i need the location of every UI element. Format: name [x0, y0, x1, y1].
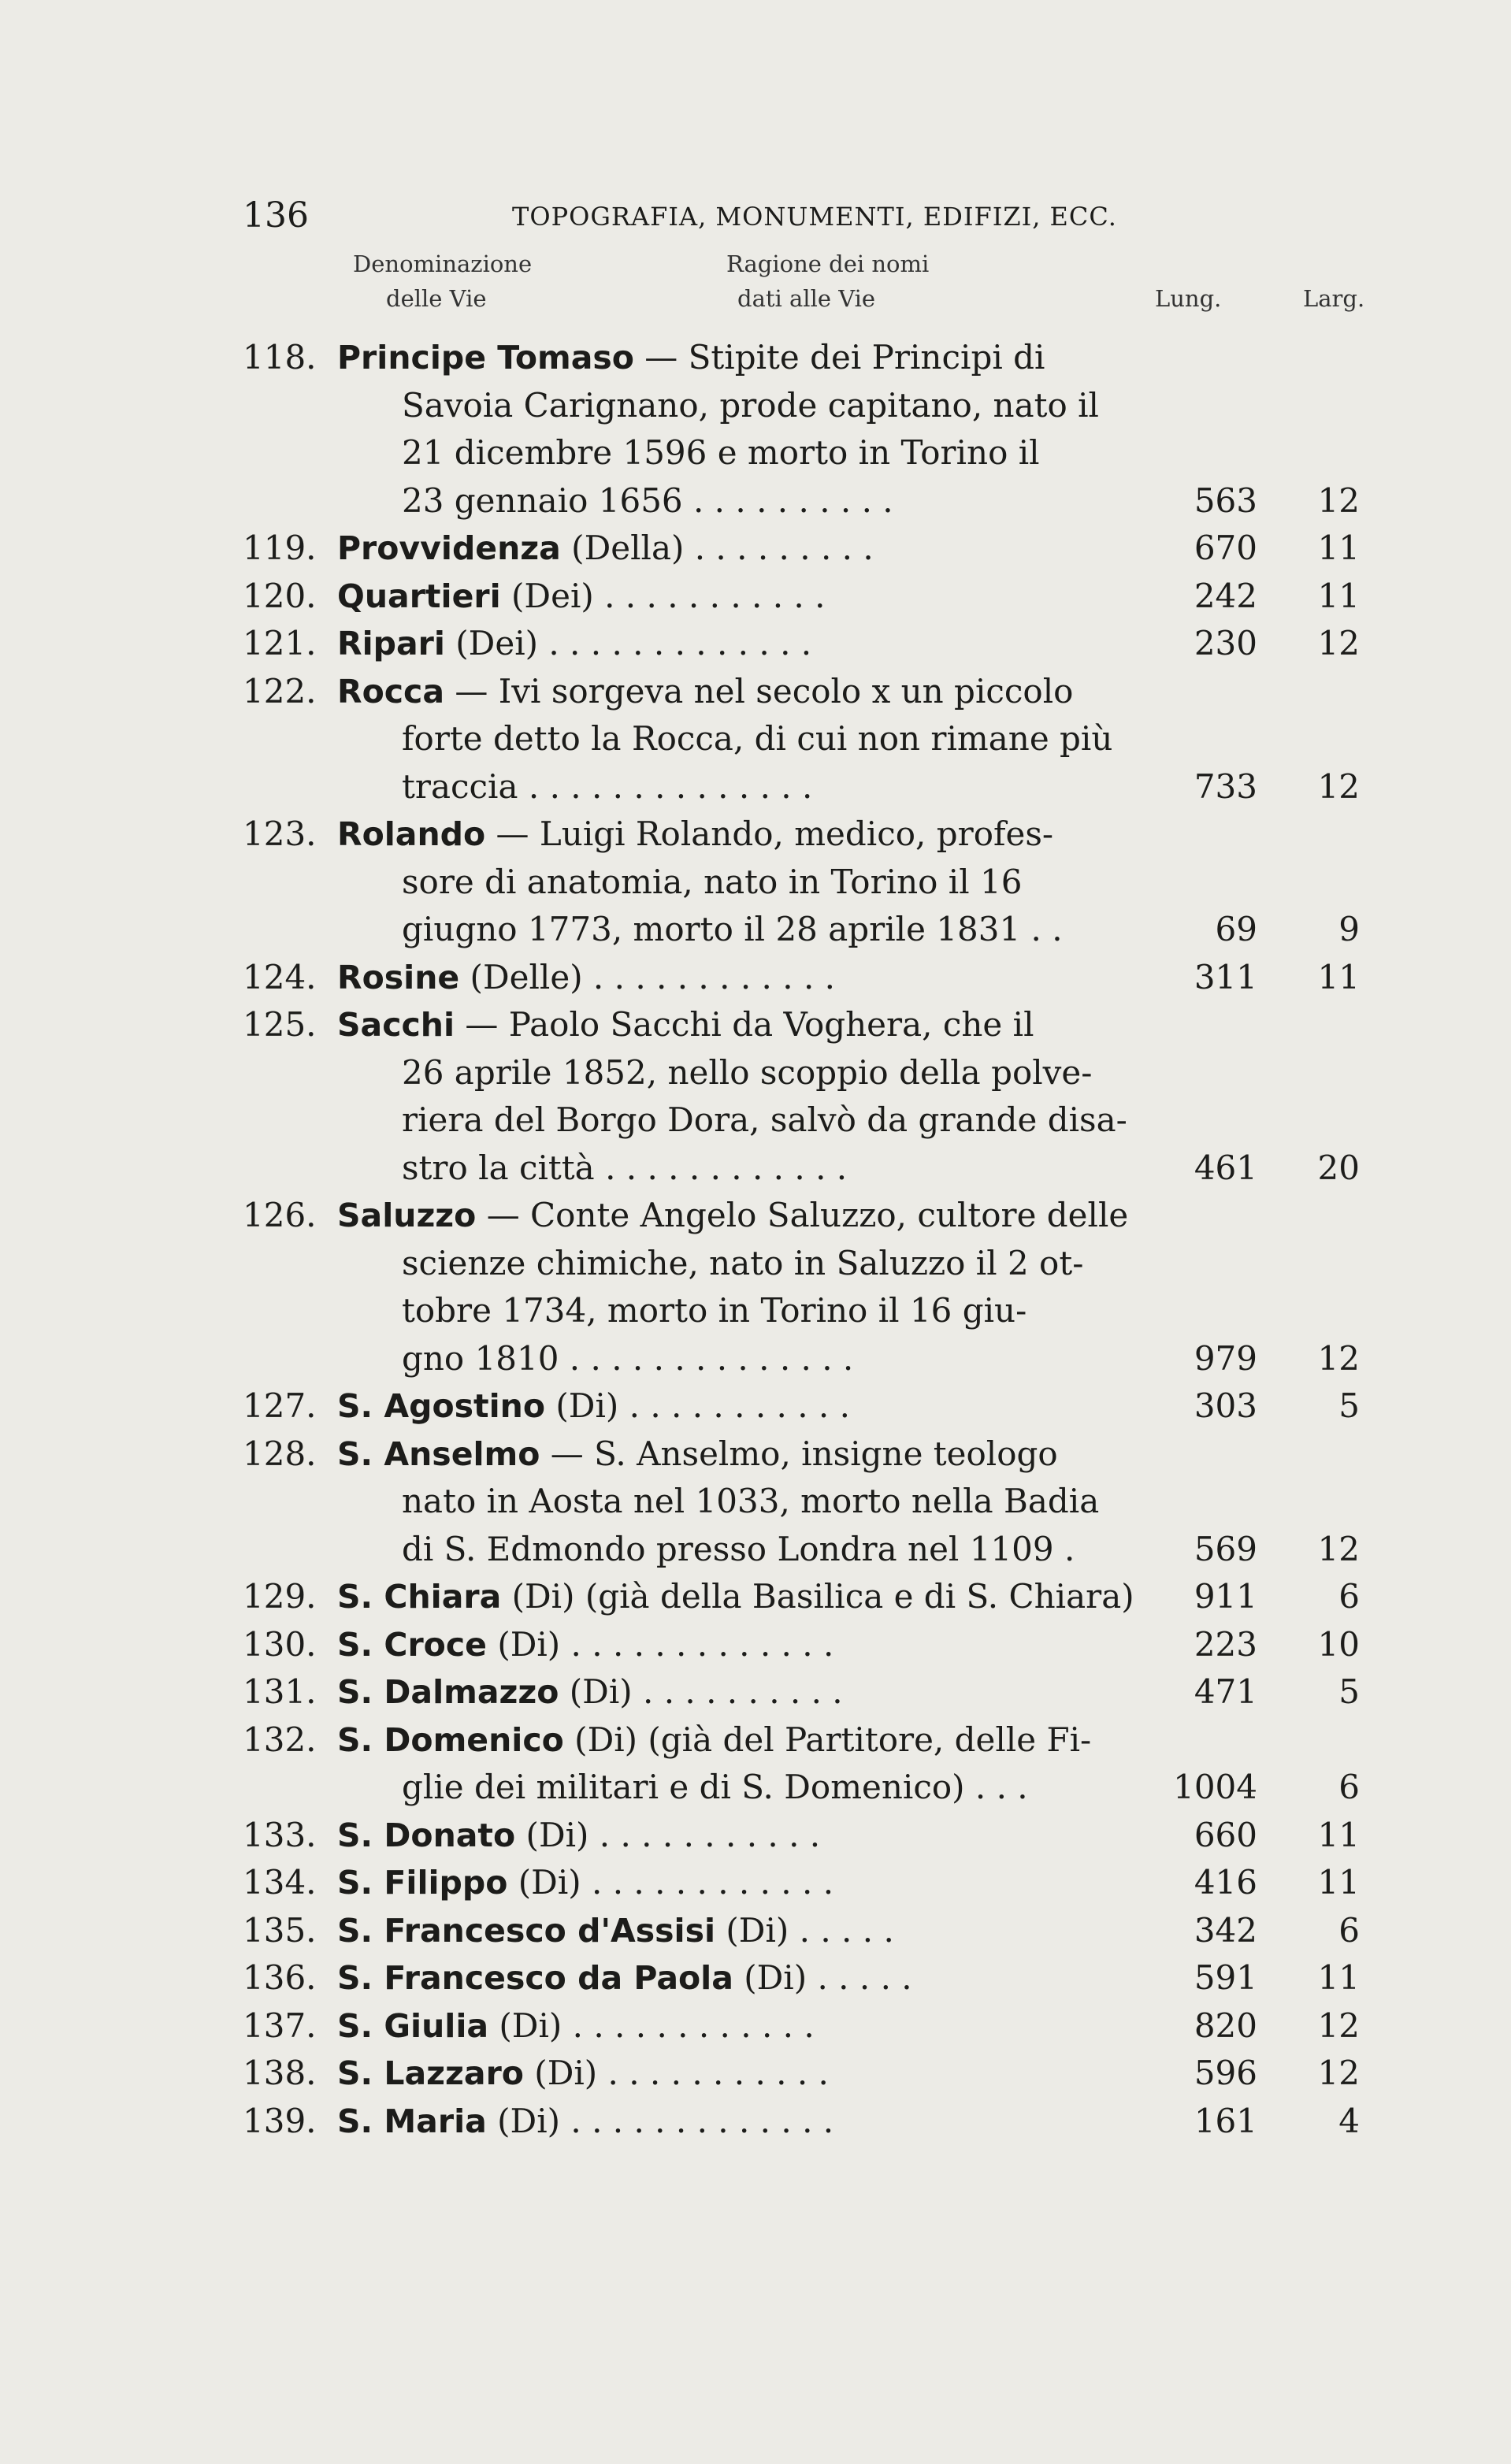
entry-text: gno 1810 . . . . . . . . . . . . . . — [402, 1338, 854, 1378]
entry-number: 131. — [243, 1672, 317, 1711]
entry-number: 124. — [243, 957, 317, 996]
street-description: (Di) . . . . . . . . . . . . . — [486, 2101, 834, 2140]
street-description: (Delle) . . . . . . . . . . . . — [459, 957, 835, 996]
entry-text: tobre 1734, morto in Torino il 16 giu- — [402, 1291, 1027, 1330]
street-description: (Di) (già del Partitore, delle Fi- — [563, 1720, 1092, 1759]
street-name: S. Agostino — [337, 1387, 546, 1425]
street-name: S. Anselmo — [337, 1434, 540, 1473]
entry-number: 138. — [243, 2054, 317, 2092]
length-value: 242 — [1194, 576, 1257, 615]
entry-number: 128. — [243, 1434, 317, 1473]
entry-text — [337, 1907, 894, 1954]
list-item — [0, 1240, 1511, 1288]
entry-text: glie dei militari e di S. Domenico) . . . — [402, 1768, 1028, 1806]
street-name: Sacchi — [337, 1006, 455, 1044]
width-value: 6 — [1338, 1577, 1360, 1616]
list-item — [0, 477, 1511, 525]
list-item — [0, 1097, 1511, 1145]
list-item — [0, 1573, 1511, 1621]
width-value: 20 — [1317, 1148, 1360, 1187]
street-name: Saluzzo — [337, 1197, 477, 1234]
list-item — [0, 382, 1511, 430]
header-delle-vie: delle Vie — [386, 285, 487, 312]
street-name: Quartieri — [337, 577, 501, 615]
street-name: Rocca — [337, 672, 445, 711]
list-item — [0, 715, 1511, 763]
length-value: 311 — [1194, 957, 1257, 996]
header-ragione: Ragione dei nomi — [726, 250, 930, 277]
list-item — [0, 1287, 1511, 1335]
length-value: 563 — [1194, 481, 1257, 520]
street-name: Provvidenza — [337, 529, 561, 567]
length-value: 820 — [1194, 2006, 1257, 2045]
width-value: 4 — [1338, 2101, 1360, 2140]
entry-text — [337, 811, 1053, 858]
entry-text: scienze chimiche, nato in Saluzzo il 2 ot- — [402, 1243, 1084, 1282]
street-description: (Di) . . . . . . . . . . . . — [488, 2006, 815, 2045]
entry-text — [337, 1621, 833, 1668]
list-item — [0, 1382, 1511, 1431]
length-value: 342 — [1194, 1910, 1257, 1950]
length-value: 979 — [1194, 1338, 1257, 1378]
street-name: S. Donato — [337, 1816, 516, 1854]
entry-text — [337, 954, 835, 1001]
length-value: 230 — [1194, 624, 1257, 662]
entry-number: 137. — [243, 2006, 317, 2045]
list-item — [0, 620, 1511, 668]
list-item — [0, 1954, 1511, 2002]
list-item — [0, 1812, 1511, 1860]
entry-number: 136. — [243, 1958, 317, 1997]
street-description: (Di) . . . . . . . . . . . — [515, 1815, 821, 1854]
street-description: (Di) . . . . . — [715, 1910, 894, 1950]
length-value: 733 — [1194, 766, 1257, 806]
width-value: 9 — [1338, 910, 1360, 948]
width-value: 12 — [1317, 1338, 1360, 1378]
list-item — [0, 906, 1511, 954]
header-dati-alle-vie: dati alle Vie — [737, 285, 876, 312]
entry-number: 130. — [243, 1624, 317, 1664]
list-item — [0, 2098, 1511, 2146]
entry-text: giugno 1773, morto il 28 aprile 1831 . . — [402, 910, 1063, 948]
entry-text — [337, 1954, 912, 2002]
entry-text — [337, 1812, 820, 1859]
width-value: 5 — [1338, 1386, 1360, 1425]
street-description: (Di) . . . . . — [733, 1958, 912, 1997]
street-description: (Di) . . . . . . . . . . — [559, 1672, 843, 1711]
entry-number: 120. — [243, 576, 317, 615]
list-item — [0, 1049, 1511, 1097]
street-description: (Della) . . . . . . . . . — [560, 529, 874, 567]
entry-text — [337, 525, 874, 572]
street-description: — Stipite dei Principi di — [633, 338, 1045, 377]
street-name: S. Francesco da Paola — [337, 1959, 733, 1997]
street-name: Ripari — [337, 625, 445, 662]
column-headers — [0, 250, 1511, 321]
width-value: 5 — [1338, 1672, 1360, 1711]
street-name: S. Filippo — [337, 1864, 508, 1902]
length-value: 911 — [1194, 1577, 1257, 1616]
width-value: 12 — [1317, 2006, 1360, 2045]
list-item — [0, 573, 1511, 621]
length-value: 660 — [1194, 1815, 1257, 1854]
length-value: 161 — [1194, 2101, 1257, 2140]
entry-text — [337, 2050, 829, 2097]
list-item — [0, 859, 1511, 907]
entry-number: 134. — [243, 1863, 317, 1902]
width-value: 10 — [1317, 1624, 1360, 1664]
length-value: 223 — [1194, 1624, 1257, 1664]
entry-number: 132. — [243, 1720, 317, 1759]
running-title: TOPOGRAFIA, MONUMENTI, EDIFIZI, ECC. — [512, 202, 1117, 232]
street-description: (Di) . . . . . . . . . . . . — [507, 1863, 834, 1902]
list-item — [0, 1668, 1511, 1716]
list-item — [0, 1001, 1511, 1049]
width-value: 12 — [1317, 2054, 1360, 2092]
entry-text: stro la città . . . . . . . . . . . . — [402, 1148, 848, 1187]
street-name: S. Croce — [337, 1625, 487, 1664]
width-value: 6 — [1338, 1910, 1360, 1950]
header-larg: Larg. — [1303, 285, 1365, 312]
length-value: 569 — [1194, 1529, 1257, 1568]
entry-text — [337, 620, 811, 667]
street-name: S. Francesco d'Assisi — [337, 1911, 716, 1950]
street-name: Rosine — [337, 958, 460, 996]
list-item — [0, 668, 1511, 716]
street-name: S. Lazzaro — [337, 2054, 524, 2092]
entry-text: 26 aprile 1852, nello scoppio della polve- — [402, 1052, 1093, 1092]
list-item — [0, 2002, 1511, 2050]
width-value: 12 — [1317, 766, 1360, 806]
street-name: S. Chiara — [337, 1578, 502, 1616]
street-description: (Dei) . . . . . . . . . . . . . — [444, 624, 812, 662]
width-value: 12 — [1317, 481, 1360, 520]
street-description: (Dei) . . . . . . . . . . . — [500, 576, 826, 615]
street-description: — S. Anselmo, insigne teologo — [540, 1434, 1058, 1473]
street-description: — Conte Angelo Saluzzo, cultore delle — [476, 1196, 1129, 1234]
entry-number: 123. — [243, 815, 317, 853]
street-list — [0, 334, 1511, 2145]
entry-text — [337, 1192, 1128, 1239]
entry-text: forte detto la Rocca, di cui non rimane più — [402, 719, 1113, 758]
entry-number: 118. — [243, 338, 317, 377]
width-value: 11 — [1317, 1958, 1360, 1997]
length-value: 670 — [1194, 529, 1257, 567]
list-item — [0, 763, 1511, 811]
header-denominazione: Denominazione — [353, 250, 533, 277]
list-item — [0, 1859, 1511, 1907]
list-item — [0, 1716, 1511, 1765]
entry-text — [337, 2002, 815, 2050]
list-item — [0, 525, 1511, 573]
entry-text: di S. Edmondo presso Londra nel 1109 . — [402, 1529, 1075, 1568]
list-item — [0, 1145, 1511, 1193]
entry-number: 125. — [243, 1005, 317, 1044]
width-value: 12 — [1317, 1529, 1360, 1568]
street-description: (Di) . . . . . . . . . . . — [545, 1386, 850, 1425]
length-value: 461 — [1194, 1148, 1257, 1187]
entry-text — [337, 1668, 843, 1716]
entry-text — [337, 1859, 833, 1906]
width-value: 11 — [1317, 576, 1360, 615]
entry-number: 135. — [243, 1910, 317, 1950]
list-item — [0, 1764, 1511, 1812]
street-description: — Ivi sorgeva nel secolo x un piccolo — [444, 671, 1074, 711]
list-item — [0, 429, 1511, 477]
entry-text: 23 gennaio 1656 . . . . . . . . . . — [402, 481, 893, 520]
list-item — [0, 1621, 1511, 1669]
length-value: 69 — [1215, 910, 1257, 948]
entry-text — [337, 1001, 1034, 1048]
entry-text: traccia . . . . . . . . . . . . . . — [402, 766, 813, 806]
length-value: 416 — [1194, 1863, 1257, 1902]
entry-text: 21 dicembre 1596 e morto in Torino il — [402, 433, 1040, 472]
list-item — [0, 1431, 1511, 1479]
entry-number: 126. — [243, 1196, 317, 1234]
street-name: S. Giulia — [337, 2006, 489, 2045]
street-name: Rolando — [337, 815, 486, 853]
entry-text: nato in Aosta nel 1033, morto nella Badia — [402, 1482, 1100, 1520]
length-value: 591 — [1194, 1958, 1257, 1997]
street-description: (Di) . . . . . . . . . . . — [523, 2054, 829, 2092]
width-value: 11 — [1317, 1815, 1360, 1854]
list-item — [0, 1478, 1511, 1526]
entry-number: 127. — [243, 1386, 317, 1425]
entry-number: 129. — [243, 1577, 317, 1616]
length-value: 1004 — [1173, 1768, 1257, 1806]
entry-text: sore di anatomia, nato in Torino il 16 — [402, 862, 1023, 901]
list-item — [0, 954, 1511, 1002]
width-value: 12 — [1317, 624, 1360, 662]
list-item — [0, 811, 1511, 859]
entry-text — [337, 2098, 833, 2145]
width-value: 11 — [1317, 529, 1360, 567]
list-item — [0, 2050, 1511, 2098]
entry-number: 139. — [243, 2101, 317, 2140]
list-item — [0, 1526, 1511, 1574]
entry-text — [337, 334, 1045, 381]
page-number: 136 — [243, 195, 309, 236]
length-value: 471 — [1194, 1672, 1257, 1711]
entry-text — [337, 1431, 1058, 1478]
entry-text: riera del Borgo Dora, salvò da grande disa- — [402, 1100, 1127, 1139]
entry-text — [337, 668, 1073, 715]
street-name: Principe Tomaso — [337, 339, 634, 377]
header-lung: Lung. — [1155, 285, 1222, 312]
entry-number: 122. — [243, 671, 317, 711]
width-value: 6 — [1338, 1768, 1360, 1806]
street-description: — Paolo Sacchi da Voghera, che il — [455, 1005, 1034, 1044]
street-name: S. Dalmazzo — [337, 1673, 559, 1711]
entry-text: Savoia Carignano, prode capitano, nato il — [402, 385, 1099, 425]
list-item — [0, 1335, 1511, 1383]
length-value: 596 — [1194, 2054, 1257, 2092]
street-name: S. Domenico — [337, 1720, 564, 1759]
entry-text — [337, 573, 825, 620]
street-name: S. Maria — [337, 2102, 487, 2140]
street-description: (Di) (già della Basilica e di S. Chiara) — [501, 1577, 1134, 1616]
length-value: 303 — [1194, 1386, 1257, 1425]
street-description: — Luigi Rolando, medico, profes- — [485, 815, 1054, 853]
entry-text — [337, 1382, 850, 1430]
width-value: 11 — [1317, 1863, 1360, 1902]
entry-number: 133. — [243, 1815, 317, 1854]
width-value: 11 — [1317, 957, 1360, 996]
entry-text — [337, 1573, 1134, 1620]
entry-number: 121. — [243, 624, 317, 662]
street-description: (Di) . . . . . . . . . . . . . — [486, 1624, 834, 1664]
entry-number: 119. — [243, 529, 317, 567]
page-header — [0, 195, 1511, 243]
entry-text — [337, 1716, 1091, 1764]
list-item — [0, 1192, 1511, 1240]
list-item — [0, 334, 1511, 382]
list-item — [0, 1907, 1511, 1955]
